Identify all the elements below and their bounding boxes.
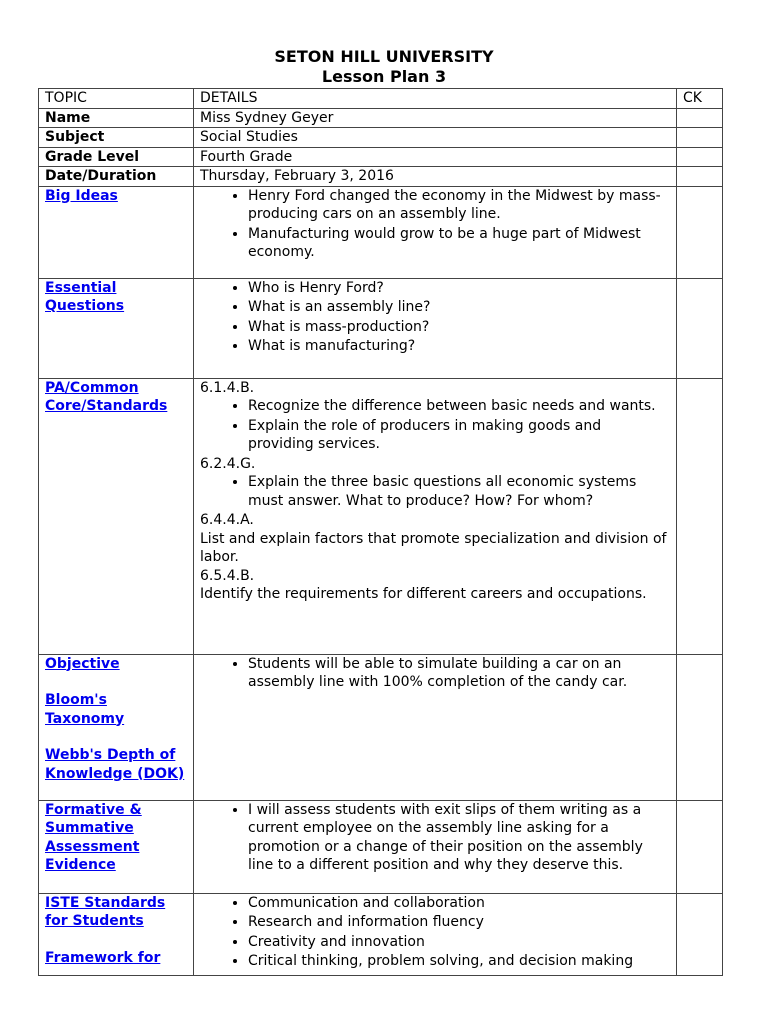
assessment-list xyxy=(200,801,670,875)
standard-list xyxy=(200,473,670,510)
standard-list xyxy=(200,397,670,454)
table-row xyxy=(39,186,723,278)
date-duration-value: Thursday, February 3, 2016 xyxy=(194,167,677,187)
table-row xyxy=(39,378,723,654)
ck-cell xyxy=(677,108,723,128)
list-item: • Critical thinking, problem solving, and decision making xyxy=(248,952,670,971)
framework-link[interactable]: Framework for xyxy=(45,949,161,966)
standard-code: 6.5.4.B. xyxy=(200,567,255,584)
ck-cell xyxy=(677,147,723,167)
table-row xyxy=(39,800,723,893)
list-item: • Explain the three basic questions all economic systems must answer. What to produce? How? For whom? xyxy=(248,473,670,510)
essential-questions-link[interactable]: Essential Questions xyxy=(45,279,125,314)
list-item: • What is manufacturing? xyxy=(248,337,670,356)
list-item: • Research and information fluency xyxy=(248,913,670,932)
column-header-details: DETAILS xyxy=(194,89,677,109)
column-header-ck: CK xyxy=(677,89,723,109)
name-value: Miss Sydney Geyer xyxy=(194,108,677,128)
table-row xyxy=(39,654,723,800)
subject-value: Social Studies xyxy=(194,128,677,148)
webbs-dok-link[interactable]: Webb's Depth of Knowledge (DOK) xyxy=(45,747,185,782)
column-header-topic: TOPIC xyxy=(39,89,194,109)
lesson-plan-table xyxy=(38,88,723,976)
header-row xyxy=(39,89,723,109)
list-item: • Explain the role of producers in making goods and providing services. xyxy=(248,417,670,454)
big-ideas-link[interactable]: Big Ideas xyxy=(45,187,118,204)
name-label: Name xyxy=(39,108,194,128)
objective-list xyxy=(200,655,670,692)
ck-cell xyxy=(677,893,723,975)
university-title: SETON HILL UNIVERSITY xyxy=(274,47,494,66)
standard-code: 6.2.4.G. xyxy=(200,455,256,472)
iste-standards-link[interactable]: ISTE Standards for Students xyxy=(45,894,166,929)
list-item: • I will assess students with exit slips of them writing as a current employee on the assembly line asking for a promotion or a change of their position on the assembly line to a different position and why they deserve this. xyxy=(248,801,670,875)
grade-level-label: Grade Level xyxy=(39,147,194,167)
list-item: • What is mass-production? xyxy=(248,318,670,337)
ck-cell xyxy=(677,128,723,148)
iste-list xyxy=(200,894,670,971)
standard-text: List and explain factors that promote specialization and division of labor. xyxy=(200,530,667,565)
ck-cell xyxy=(677,278,723,378)
subject-label: Subject xyxy=(39,128,194,148)
ck-cell xyxy=(677,654,723,800)
ck-cell xyxy=(677,167,723,187)
list-item: • Manufacturing would grow to be a huge part of Midwest economy. xyxy=(248,225,670,262)
date-duration-label: Date/Duration xyxy=(39,167,194,187)
table-row xyxy=(39,167,723,187)
table-row xyxy=(39,278,723,378)
assessment-link[interactable]: Formative & Summative Assessment Evidence xyxy=(45,801,142,873)
list-item: • Students will be able to simulate building a car on an assembly line with 100% completion of the candy car. xyxy=(248,655,670,692)
table-row xyxy=(39,147,723,167)
ck-cell xyxy=(677,378,723,654)
list-item: • Henry Ford changed the economy in the Midwest by mass-producing cars on an assembly line. xyxy=(248,187,670,224)
standard-text: Identify the requirements for different careers and occupations. xyxy=(200,586,647,602)
ck-cell xyxy=(677,186,723,278)
blooms-taxonomy-link[interactable]: Bloom's Taxonomy xyxy=(45,692,125,727)
standard-code: 6.1.4.B. xyxy=(200,379,255,396)
standard-code: 6.4.4.A. xyxy=(200,512,254,528)
ck-cell xyxy=(677,800,723,893)
table-row xyxy=(39,893,723,975)
objective-link[interactable]: Objective xyxy=(45,655,120,672)
big-ideas-list xyxy=(200,187,670,262)
essential-questions-list xyxy=(200,279,670,356)
standards-link[interactable]: PA/Common Core/Standards xyxy=(45,379,168,414)
list-item: • What is an assembly line? xyxy=(248,298,670,317)
list-item: • Recognize the difference between basic needs and wants. xyxy=(248,397,670,416)
list-item: • Communication and collaboration xyxy=(248,894,670,913)
grade-level-value: Fourth Grade xyxy=(194,147,677,167)
list-item: • Creativity and innovation xyxy=(248,933,670,952)
table-row xyxy=(39,128,723,148)
list-item: • Who is Henry Ford? xyxy=(248,279,670,298)
table-row xyxy=(39,108,723,128)
lesson-plan-title: Lesson Plan 3 xyxy=(321,67,447,86)
